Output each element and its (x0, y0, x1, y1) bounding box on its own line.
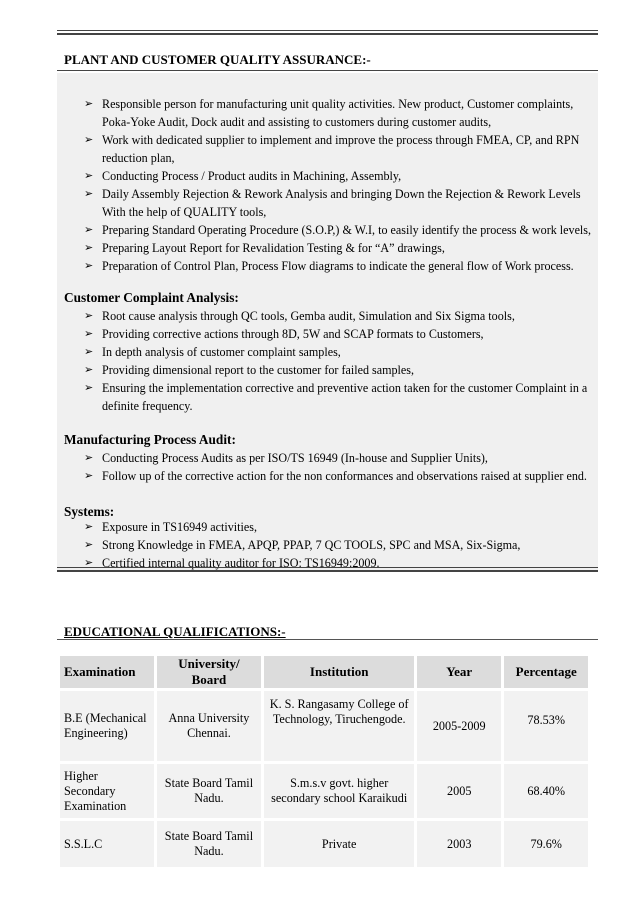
cell-year: 2005 (417, 764, 501, 818)
arrow-bullet-icon: ➢ (84, 382, 94, 394)
cell-percentage: 79.6% (504, 821, 588, 867)
arrow-bullet-icon: ➢ (84, 170, 94, 182)
education-heading: EDUCATIONAL QUALIFICATIONS:- (64, 624, 286, 639)
arrow-bullet-icon: ➢ (84, 98, 94, 110)
arrow-bullet-icon: ➢ (84, 557, 94, 569)
list-item: ➢ Preparing Layout Report for Revalidation Testing & for “A” drawings, (84, 241, 445, 255)
arrow-bullet-icon: ➢ (84, 539, 94, 551)
column-header-percentage: Percentage (504, 656, 588, 688)
customer-complaint-heading: Customer Complaint Analysis: (64, 290, 239, 305)
arrow-bullet-icon: ➢ (84, 470, 94, 482)
cell-percentage: 68.40% (504, 764, 588, 818)
column-header-university: University/ Board (157, 656, 262, 688)
cell-university: Anna University Chennai. (157, 691, 262, 761)
cell-university: State Board Tamil Nadu. (157, 821, 262, 867)
cell-university: State Board Tamil Nadu. (157, 764, 262, 818)
cell-percentage: 78.53% (504, 691, 588, 761)
arrow-bullet-icon: ➢ (84, 188, 94, 200)
plant-section-bottom-divider (57, 567, 598, 572)
list-item: ➢ Preparation of Control Plan, Process Flow diagrams to indicate the general flow of Work process. (84, 259, 574, 273)
table-row (60, 691, 588, 761)
list-item: ➢ Strong Knowledge in FMEA, APQP, PPAP, 7 QC TOOLS, SPC and MSA, Six-Sigma, (84, 538, 521, 552)
systems-heading: Systems: (64, 504, 115, 519)
arrow-bullet-icon: ➢ (84, 521, 94, 533)
table-row (60, 764, 588, 818)
arrow-bullet-icon: ➢ (84, 224, 94, 236)
cell-year: 2003 (417, 821, 501, 867)
list-item: ➢ Conducting Process Audits as per ISO/TS 16949 (In-house and Supplier Units), (84, 451, 488, 465)
arrow-bullet-icon: ➢ (84, 346, 94, 358)
list-item: ➢ Ensuring the implementation corrective and preventive action taken for the customer Complaint in a definite frequency. (84, 381, 588, 413)
systems-list (84, 518, 594, 572)
list-item: ➢ Preparing Standard Operating Procedure (S.O.P,) & W.I, to easily identify the process & work levels, (84, 223, 592, 237)
table-row (60, 821, 588, 867)
arrow-bullet-icon: ➢ (84, 134, 94, 146)
plant-qa-list (84, 95, 594, 275)
list-item: ➢ Providing dimensional report to the customer for failed samples, (84, 363, 415, 377)
cell-institution: K. S. Rangasamy College of Technology, Tiruchengode. (264, 691, 414, 761)
cell-year: 2005-2009 (417, 691, 501, 761)
process-audit-list (84, 449, 594, 485)
list-item: ➢ Work with dedicated supplier to implement and improve the process through FMEA, CP, and RPN reduction plan, (84, 133, 580, 165)
column-header-examination: Examination (60, 656, 154, 688)
list-item: ➢ Certified internal quality auditor for ISO: TS16949:2009. (84, 556, 380, 570)
arrow-bullet-icon: ➢ (84, 364, 94, 376)
plant-qa-heading: PLANT AND CUSTOMER QUALITY ASSURANCE:- (64, 52, 371, 67)
list-item: ➢ Follow up of the corrective action for the non conformances and observations raised at supplier end. (84, 469, 587, 483)
education-table (57, 653, 591, 870)
column-header-year: Year (417, 656, 501, 688)
arrow-bullet-icon: ➢ (84, 328, 94, 340)
list-item: ➢ Daily Assembly Rejection & Rework Analysis and bringing Down the Rejection & Rework Levels With the help of QUALITY tools, (84, 187, 581, 219)
list-item: ➢ Conducting Process / Product audits in Machining, Assembly, (84, 169, 402, 183)
cell-examination: S.S.L.C (60, 821, 154, 867)
list-item: ➢ Exposure in TS16949 activities, (84, 520, 257, 534)
arrow-bullet-icon: ➢ (84, 310, 94, 322)
arrow-bullet-icon: ➢ (84, 242, 94, 254)
list-item: ➢ Root cause analysis through QC tools, Gemba audit, Simulation and Six Sigma tools, (84, 309, 515, 323)
process-audit-heading: Manufacturing Process Audit: (64, 432, 236, 447)
list-item: ➢ Providing corrective actions through 8D, 5W and SCAP formats to Customers, (84, 327, 484, 341)
arrow-bullet-icon: ➢ (84, 452, 94, 464)
customer-complaint-list (84, 307, 594, 415)
cell-institution: Private (264, 821, 414, 867)
cell-examination: Higher Secondary Examination (60, 764, 154, 818)
education-divider (57, 639, 598, 640)
list-item: ➢ In depth analysis of customer complaint samples, (84, 345, 341, 359)
list-item: ➢ Responsible person for manufacturing unit quality activities. New product, Customer complaints, Poka-Yoke Audit, Dock audit and assisting to customers during customer audits, (84, 97, 574, 129)
table-header-row (60, 656, 588, 688)
top-divider (57, 30, 598, 35)
arrow-bullet-icon: ➢ (84, 260, 94, 272)
cell-examination: B.E (Mechanical Engineering) (60, 691, 154, 761)
column-header-institution: Institution (264, 656, 414, 688)
cell-institution: S.m.s.v govt. higher secondary school Karaikudi (264, 764, 414, 818)
